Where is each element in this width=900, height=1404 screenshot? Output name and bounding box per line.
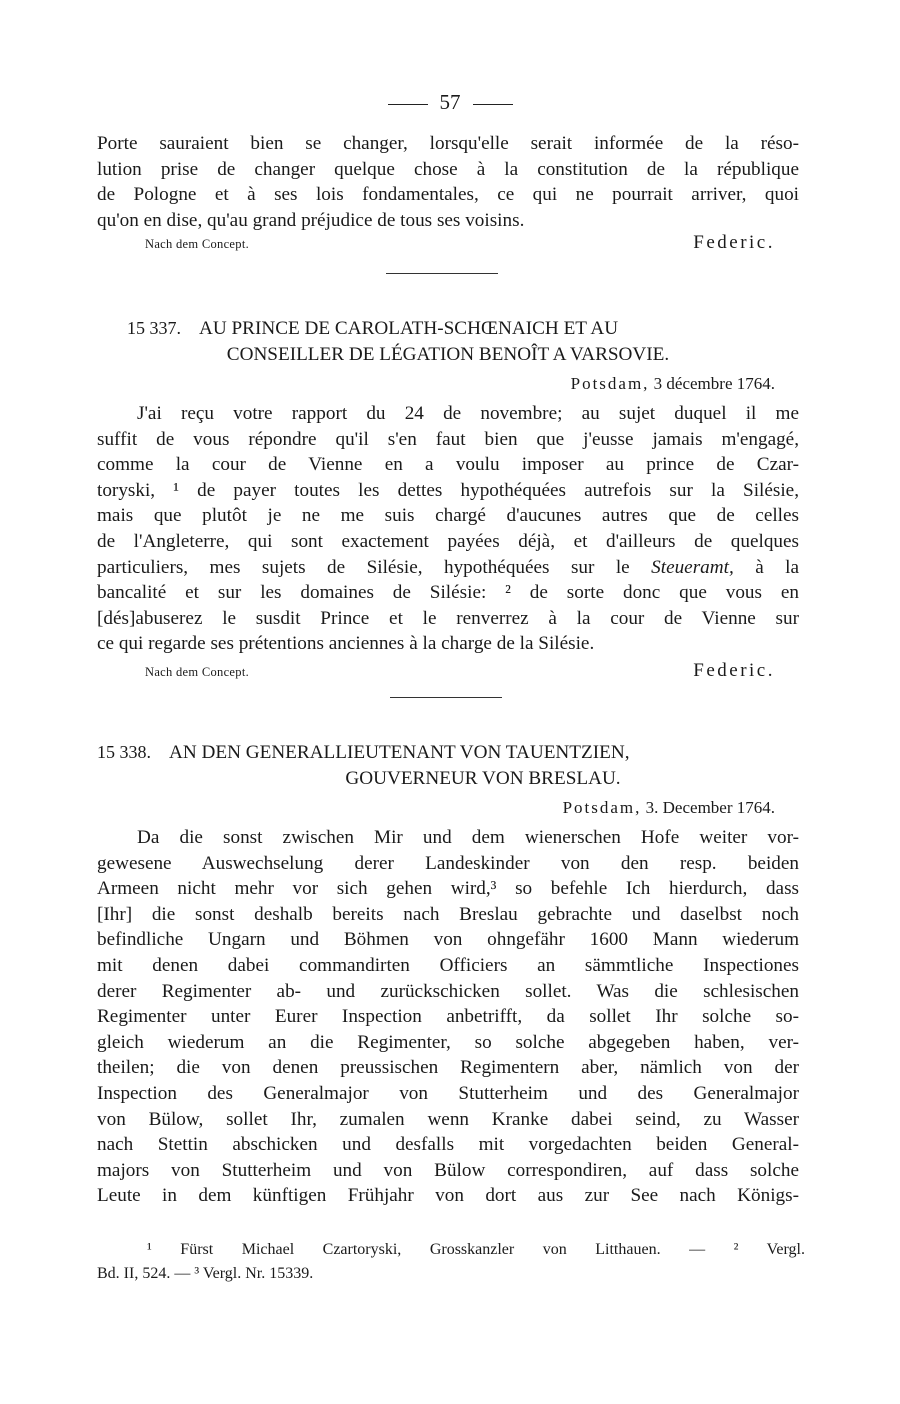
source-note: Nach dem Concept. <box>145 237 250 251</box>
text-line: qu'on en dise, qu'au grand préjudice de tous ses voisins. <box>97 209 525 231</box>
text-segment: particuliers, mes sujets de Silésie, hypothéquées sur le <box>97 556 630 578</box>
text-line: toryski, ¹ de payer toutes les dettes hypothéquées autrefois sur la Silésie, <box>97 479 799 501</box>
text-line: [dés]abuserez le susdit Prince et le renverrez à la cour de Vienne sur <box>97 607 799 629</box>
text-line: Armeen nicht mehr vor sich gehen wird,³ so befehle Ich hierdurch, dass <box>97 878 799 900</box>
text-line: gleich wiederum an die Regimenter, so solche abgegeben haben, ver- <box>97 1031 799 1053</box>
letter-body-15338 <box>97 825 799 1209</box>
footnotes <box>97 1238 805 1286</box>
date-day: 3 décembre 1764. <box>653 374 775 393</box>
heading-line: GOUVERNEUR VON BRESLAU. <box>345 767 621 789</box>
page-number-dash-left <box>388 104 428 105</box>
text-line: de Pologne et à ses lois fondamentales, ce qui ne pourrait arriver, quoi <box>97 184 799 206</box>
letter-heading-15338 <box>97 740 799 791</box>
text-line-with-italic <box>97 555 799 581</box>
section-divider <box>386 273 498 274</box>
text-line: derer Regimenter ab- und zurückschicken sollet. Was die schlesischen <box>97 980 799 1002</box>
signature: Federic. <box>693 660 775 681</box>
section-divider <box>390 697 502 698</box>
page-number-dash-right <box>473 104 513 105</box>
letter-body-15337 <box>97 401 799 657</box>
text-line: Regimenter unter Eurer Inspection anbetrifft, da sollet Ihr solche so- <box>97 1006 799 1028</box>
signature-row-15337 <box>145 660 775 682</box>
letter-number: 15 337. <box>127 318 181 338</box>
text-segment: à la <box>755 556 800 578</box>
text-line: lution prise de changer quelque chose à la constitution de la république <box>97 158 799 180</box>
footnote-line: Bd. II, 524. — ³ Vergl. Nr. 15339. <box>97 1265 314 1282</box>
text-line: mit denen dabei commandirten Officiers an sämmtliche Inspectiones <box>97 954 799 976</box>
text-line: nach Stettin abschicken und desfalls mit vorgedachten beiden General- <box>97 1134 799 1156</box>
text-line: von Bülow, sollet Ihr, zumalen wenn Kranke dabei seind, zu Wasser <box>97 1108 799 1130</box>
heading-line: CONSEILLER DE LÉGATION BENOÎT A VARSOVIE. <box>226 343 670 365</box>
dateline-15338 <box>563 798 775 818</box>
page-number <box>0 88 900 116</box>
footnote-line: ¹ Fürst Michael Czartoryski, Grosskanzler von Litthauen. — ² Vergl. <box>147 1241 805 1258</box>
text-line: ce qui regarde ses prétentions anciennes à la charge de la Silésie. <box>97 633 595 655</box>
letter-heading-15337 <box>97 316 799 367</box>
text-line: Leute in dem künftigen Frühjahr von dort aus zur See nach Königs- <box>97 1185 799 1207</box>
text-line: befindliche Ungarn und Böhmen von ohngefähr 1600 Mann wiederum <box>97 929 799 951</box>
text-line: Porte sauraient bien se changer, lorsqu'elle serait informée de la réso- <box>97 133 799 154</box>
text-line: Inspection des Generalmajor von Stutterheim und des Generalmajor <box>97 1082 799 1104</box>
text-line: majors von Stutterheim und von Bülow correspondiren, auf dass solche <box>97 1159 799 1181</box>
text-line: [Ihr] die sonst deshalb bereits nach Breslau gebrachte und daselbst noch <box>97 903 799 925</box>
text-line: suffit de vous répondre qu'il s'en faut bien que j'eusse jamais m'engagé, <box>97 428 799 450</box>
italic-term: Steueramt, <box>651 556 734 578</box>
continuation-paragraph <box>97 131 799 233</box>
text-line: J'ai reçu votre rapport du 24 de novembre; au sujet duquel il me <box>137 403 799 424</box>
signature: Federic. <box>693 232 775 253</box>
heading-line: AN DEN GENERALLIEUTENANT VON TAUENTZIEN, <box>169 742 630 763</box>
text-line: Da die sonst zwischen Mir und dem wienerschen Hofe weiter vor- <box>137 827 799 848</box>
text-line: comme la cour de Vienne en a voulu imposer au prince de Czar- <box>97 454 799 476</box>
source-note: Nach dem Concept. <box>145 665 250 679</box>
text-line: mais que plutôt je ne me suis chargé d'aucunes autres que de celles <box>97 505 799 527</box>
date-place: Potsdam, <box>562 798 642 817</box>
date-place: Potsdam, <box>570 374 650 393</box>
text-line: theilen; die von denen preussischen Regimentern aber, nämlich von der <box>97 1057 799 1079</box>
letter-number: 15 338. <box>97 742 151 762</box>
text-line: de l'Angleterre, qui sont exactement payées déjà, et d'ailleurs de quelques <box>97 530 799 552</box>
dateline-15337 <box>571 374 775 394</box>
continuation-signature-row <box>145 232 775 254</box>
page-number-text: 57 <box>439 90 461 114</box>
text-line: bancalité et sur les domaines de Silésie: ² de sorte donc que vous en <box>97 582 799 604</box>
text-line: gewesene Auswechselung derer Landeskinder von den resp. beiden <box>97 852 799 874</box>
heading-line: AU PRINCE DE CAROLATH-SCHŒNAICH ET AU <box>199 318 619 339</box>
date-day: 3. December 1764. <box>645 798 775 817</box>
